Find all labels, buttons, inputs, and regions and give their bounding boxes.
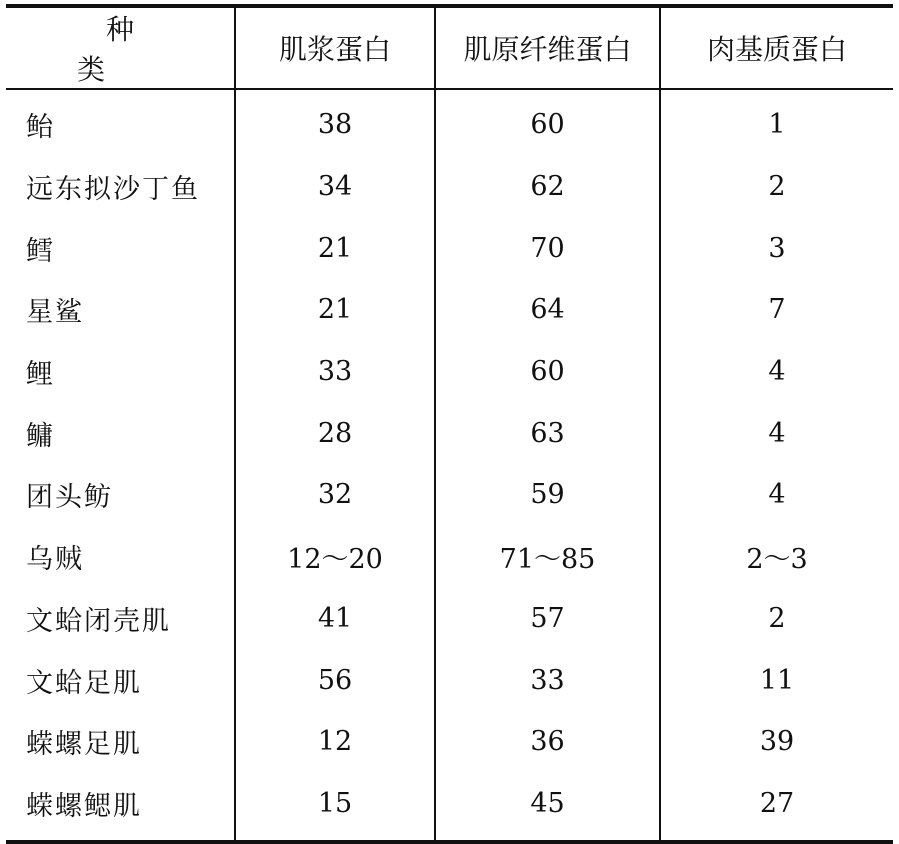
header-row	[6, 6, 893, 89]
cell-species: 文蛤足肌	[6, 649, 235, 711]
cell-sarcoplasmic: 21	[235, 279, 435, 341]
table-row	[6, 217, 893, 279]
table-row	[6, 89, 893, 156]
table-row	[6, 341, 893, 403]
cell-species: 蝾螺足肌	[6, 711, 235, 773]
cell-sarcoplasmic: 56	[235, 649, 435, 711]
cell-sarcoplasmic: 34	[235, 156, 435, 218]
header-sarcoplasmic-protein: 肌浆蛋白	[235, 6, 435, 89]
cell-myofibrillar: 57	[435, 588, 660, 650]
cell-sarcoplasmic: 33	[235, 341, 435, 403]
table-row	[6, 526, 893, 588]
cell-species: 星鲨	[6, 279, 235, 341]
protein-composition-table	[6, 4, 893, 844]
cell-stroma: 2～3	[746, 544, 808, 576]
cell-species: 远东拟沙丁鱼	[6, 156, 235, 218]
cell-stroma: 3	[768, 232, 786, 264]
table-row	[6, 464, 893, 526]
cell-myofibrillar: 60	[435, 89, 660, 156]
cell-stroma: 2	[768, 602, 786, 634]
cell-sarcoplasmic: 41	[235, 588, 435, 650]
cell-species: 鳙	[6, 402, 235, 464]
table-row	[6, 588, 893, 650]
table-row	[6, 711, 893, 773]
table-row	[6, 649, 893, 711]
cell-stroma: 39	[759, 726, 795, 758]
cell-sarcoplasmic: 15	[235, 773, 435, 843]
header-stroma-protein: 肉基质蛋白	[660, 6, 893, 89]
cell-species: 文蛤闭壳肌	[6, 588, 235, 650]
cell-sarcoplasmic: 28	[235, 402, 435, 464]
cell-stroma: 4	[768, 417, 786, 449]
cell-myofibrillar: 64	[435, 279, 660, 341]
cell-stroma: 1	[768, 109, 786, 141]
table-row	[6, 773, 893, 843]
cell-species: 鲤	[6, 341, 235, 403]
cell-myofibrillar: 63	[435, 402, 660, 464]
table-body	[6, 89, 893, 842]
cell-sarcoplasmic: 38	[235, 89, 435, 156]
cell-myofibrillar: 45	[435, 773, 660, 843]
cell-sarcoplasmic: 32	[235, 464, 435, 526]
cell-species: 鳕	[6, 217, 235, 279]
cell-stroma: 27	[759, 787, 795, 819]
cell-myofibrillar: 62	[435, 156, 660, 218]
cell-myofibrillar: 60	[435, 341, 660, 403]
table-container	[6, 4, 893, 822]
cell-stroma: 2	[768, 171, 786, 203]
cell-myofibrillar: 71～85	[435, 526, 660, 588]
cell-myofibrillar: 33	[435, 649, 660, 711]
cell-sarcoplasmic: 12～20	[235, 526, 435, 588]
cell-species: 乌贼	[6, 526, 235, 588]
cell-sarcoplasmic: 21	[235, 217, 435, 279]
table-header	[6, 6, 893, 89]
cell-myofibrillar: 59	[435, 464, 660, 526]
cell-stroma: 4	[768, 479, 786, 511]
header-myofibrillar-protein: 肌原纤维蛋白	[435, 6, 660, 89]
cell-stroma: 11	[759, 664, 795, 696]
cell-sarcoplasmic: 12	[235, 711, 435, 773]
table-row	[6, 402, 893, 464]
cell-stroma: 7	[768, 294, 786, 326]
cell-myofibrillar: 36	[435, 711, 660, 773]
cell-myofibrillar: 70	[435, 217, 660, 279]
cell-species: 蝾螺鳃肌	[6, 773, 235, 843]
table-row	[6, 279, 893, 341]
header-species: 种类	[6, 6, 235, 89]
cell-species: 鲐	[6, 89, 235, 156]
cell-stroma: 4	[768, 356, 786, 388]
cell-species: 团头鲂	[6, 464, 235, 526]
table-row	[6, 156, 893, 218]
